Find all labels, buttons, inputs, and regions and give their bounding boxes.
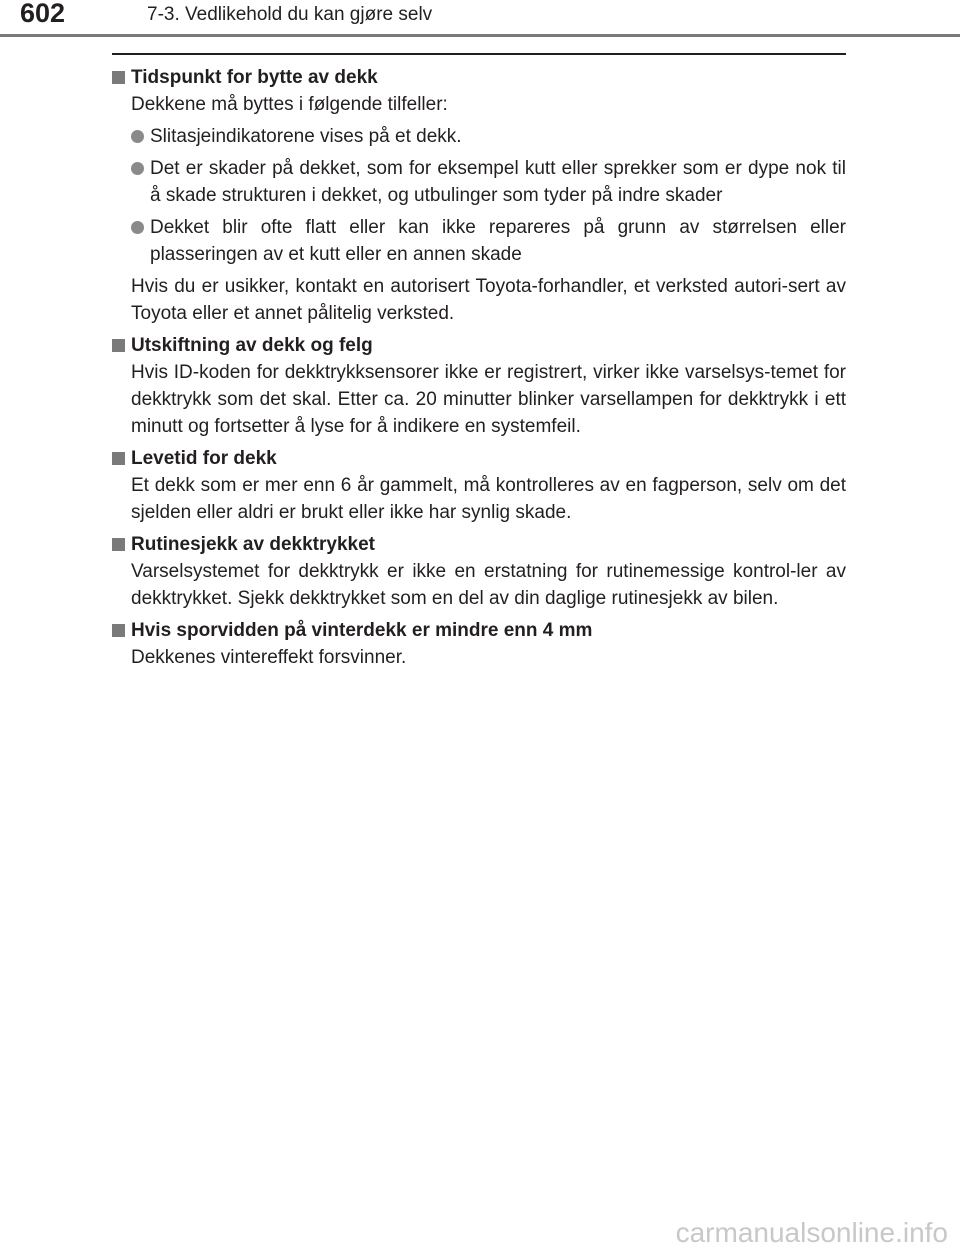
circle-bullet-icon [131, 162, 144, 175]
list-item [112, 123, 846, 150]
section-routine-pressure-check [112, 531, 846, 612]
section-tire-wheel-replacement [112, 332, 846, 440]
section-heading-text: Utskiftning av dekk og felg [131, 335, 373, 356]
page-header [0, 0, 960, 40]
section-body: Hvis ID-koden for dekktrykksensorer ikke er registrert, virker ikke varselsys-temet for dekktrykk som det skal. Etter ca. 20 minutter blinker varsellampen for dekktrykk i ett minutt og fortsetter å lyse for å indikere en systemfeil. [131, 362, 846, 437]
list-item-text: Dekket blir ofte flatt eller kan ikke repareres på grunn av størrelsen eller plasseringen av et kutt eller en annen skade [150, 217, 846, 265]
square-bullet-icon [112, 71, 125, 84]
section-tire-lifespan [112, 445, 846, 526]
section-heading [112, 332, 846, 359]
watermark-text: carmanualsonline.info [675, 1217, 948, 1248]
section-heading [112, 531, 846, 558]
section-body: Varselsystemet for dekktrykk er ikke en erstatning for rutinemessige kontrol-ler av dekktrykket. Sjekk dekktrykket som en del av din daglige rutinesjekk av bilen. [131, 561, 846, 609]
square-bullet-icon [112, 452, 125, 465]
page-content [112, 64, 846, 676]
section-body: Et dekk som er mer enn 6 år gammelt, må kontrolleres av en fagperson, selv om det sjelden eller aldri er brukt eller ikke har synlig skade. [131, 475, 846, 523]
circle-bullet-icon [131, 221, 144, 234]
circle-bullet-icon [131, 130, 144, 143]
section-heading-text: Tidspunkt for bytte av dekk [131, 67, 378, 88]
list-item [112, 214, 846, 268]
list-item-text: Det er skader på dekket, som for eksempel kutt eller sprekker som er dype nok til å skade strukturen i dekket, og utbulinger som tyder på indre skader [150, 158, 846, 206]
chapter-title: 7-3. Vedlikehold du kan gjøre selv [147, 4, 433, 25]
square-bullet-icon [112, 624, 125, 637]
section-heading-text: Levetid for dekk [131, 448, 277, 469]
section-body: Dekkenes vintereffekt forsvinner. [131, 647, 407, 668]
page-number: 602 [20, 0, 66, 28]
section-heading-text: Rutinesjekk av dekktrykket [131, 534, 375, 555]
section-heading [112, 445, 846, 472]
list-item-text: Slitasjeindikatorene vises på et dekk. [150, 126, 462, 147]
header-rule [0, 34, 960, 37]
section-heading-text: Hvis sporvidden på vinterdekk er mindre enn 4 mm [131, 620, 593, 641]
section-intro: Dekkene må byttes i følgende tilfeller: [131, 94, 448, 115]
square-bullet-icon [112, 538, 125, 551]
section-winter-tread-depth [112, 617, 846, 671]
section-top-rule [112, 53, 846, 55]
section-heading [112, 64, 846, 91]
list-item [112, 155, 846, 209]
section-tire-replacement-timing [112, 64, 846, 327]
square-bullet-icon [112, 339, 125, 352]
section-outro: Hvis du er usikker, kontakt en autorisert Toyota-forhandler, et verksted autori-sert av Toyota eller et annet pålitelig verksted. [131, 276, 846, 324]
section-heading [112, 617, 846, 644]
